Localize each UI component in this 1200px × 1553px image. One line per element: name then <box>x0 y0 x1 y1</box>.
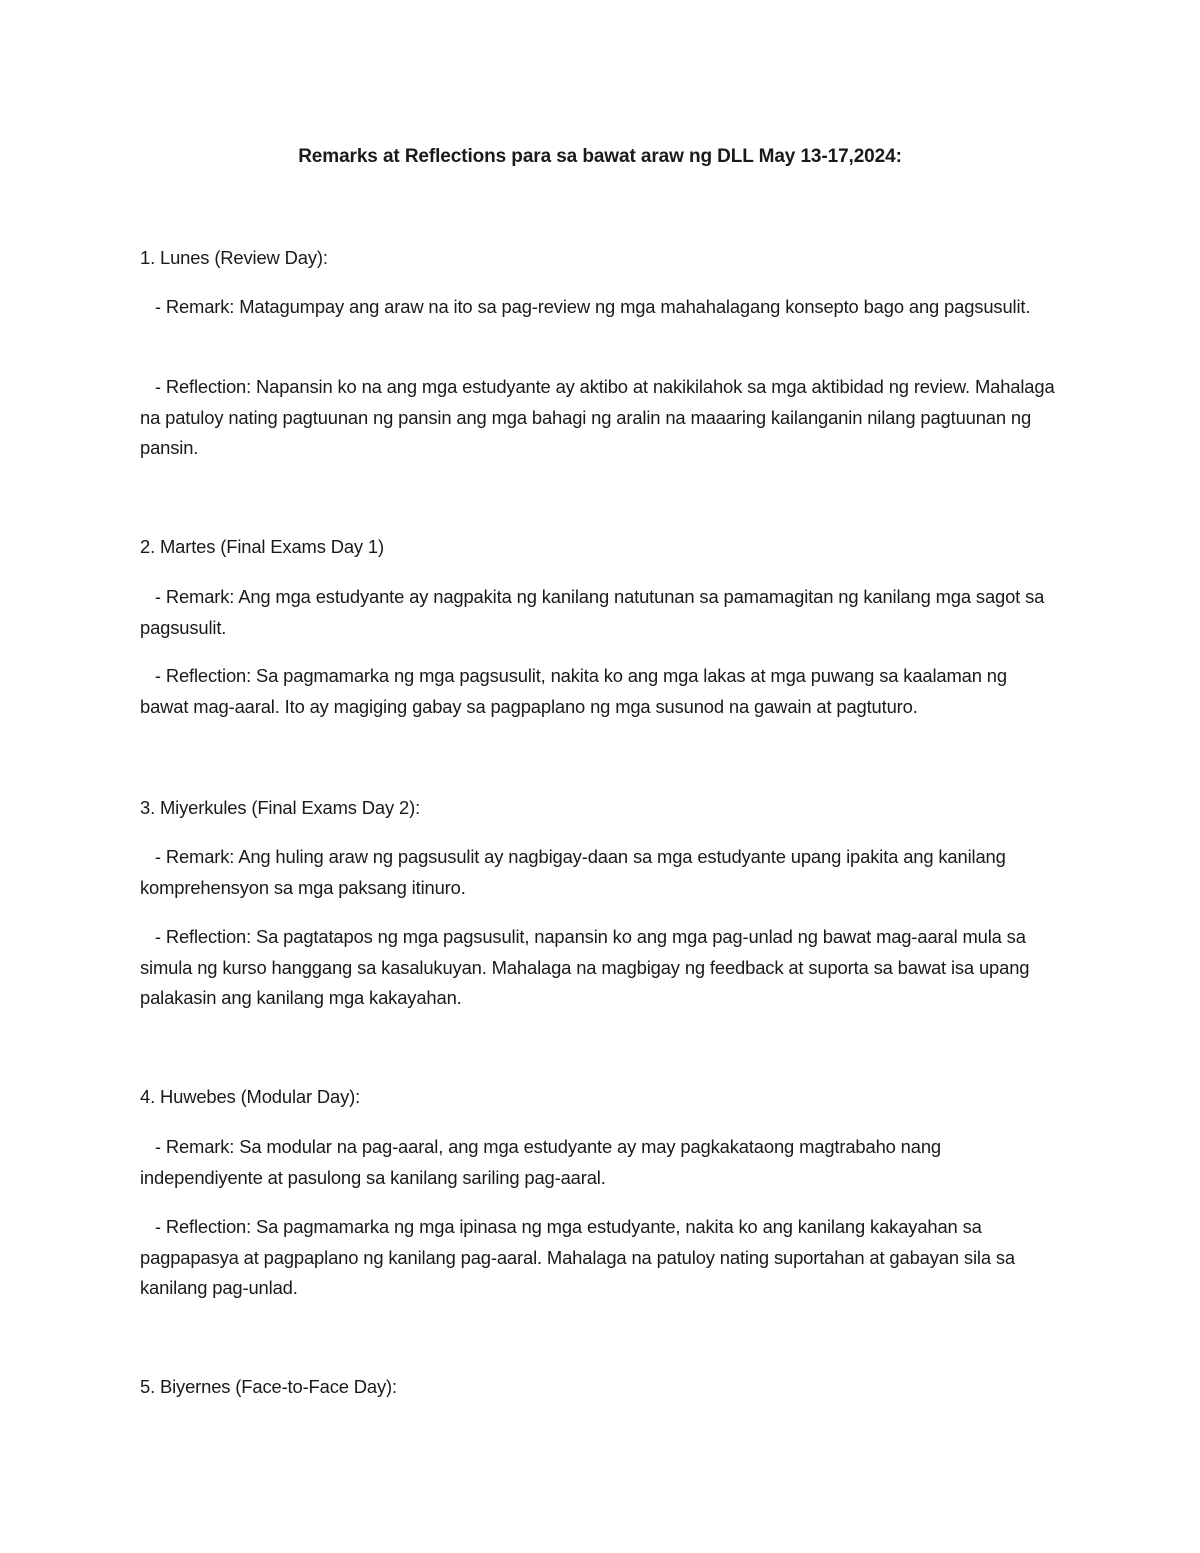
day-1-reflection: - Reflection: Napansin ko na ang mga estudyante ay aktibo at nakikilahok sa mga aktibidad ng review. Mahalaga na patuloy nating pagtuunan ng pansin ang mga bahagi ng aralin na maaaring kailanganin nilang pagtuunan ng pansin. <box>140 376 1060 458</box>
day-4-reflection: - Reflection: Sa pagmamarka ng mga ipinasa ng mga estudyante, nakita ko ang kanilang kakayahan sa pagpapasya at pagpaplano ng kanilang pag-aaral. Mahalaga na patuloy nating suportahan at gabayan sila sa kanilang pag-unlad. <box>140 1216 1020 1298</box>
day-2-reflection: - Reflection: Sa pagmamarka ng mga pagsusulit, nakita ko ang mga lakas at mga puwang sa kaalaman ng bawat mag-aaral. Ito ay magiging gabay sa pagpaplano ng mga susunod na gawain at pagtuturo. <box>140 665 1012 717</box>
day-5-heading: 5. Biyernes (Face-to-Face Day): <box>140 1376 397 1397</box>
day-2-remark: - Remark: Ang mga estudyante ay nagpakita ng kanilang natutunan sa pamamagitan ng kanilang mga sagot sa pagsusulit. <box>140 586 1050 638</box>
day-1-heading: 1. Lunes (Review Day): <box>140 247 328 268</box>
day-3-remark: - Remark: Ang huling araw ng pagsusulit ay nagbigay-daan sa mga estudyante upang ipakita ang kanilang komprehensyon sa mga paksang itinuro. <box>140 846 1011 898</box>
day-4-remark: - Remark: Sa modular na pag-aaral, ang mga estudyante ay may pagkakataong magtrabaho nang independiyente at pasulong sa kanilang sariling pag-aaral. <box>140 1136 946 1188</box>
day-4-heading: 4. Huwebes (Modular Day): <box>140 1086 361 1107</box>
document-title: Remarks at Reflections para sa bawat araw ng DLL May 13-17,2024: <box>298 146 902 167</box>
day-2-heading: 2. Martes (Final Exams Day 1) <box>140 536 384 557</box>
day-3-reflection: - Reflection: Sa pagtatapos ng mga pagsusulit, napansin ko ang mga pag-unlad ng bawat mag-aaral mula sa simula ng kurso hanggang sa kasalukuyan. Mahalaga na magbigay ng feedback at suporta sa bawat isa upang palakasin ang kanilang mga kakayahan. <box>140 926 1035 1008</box>
day-3-heading: 3. Miyerkules (Final Exams Day 2): <box>140 797 421 818</box>
day-1-remark: - Remark: Matagumpay ang araw na ito sa pag-review ng mga mahahalagang konsepto bago ang pagsusulit. <box>140 296 1031 317</box>
